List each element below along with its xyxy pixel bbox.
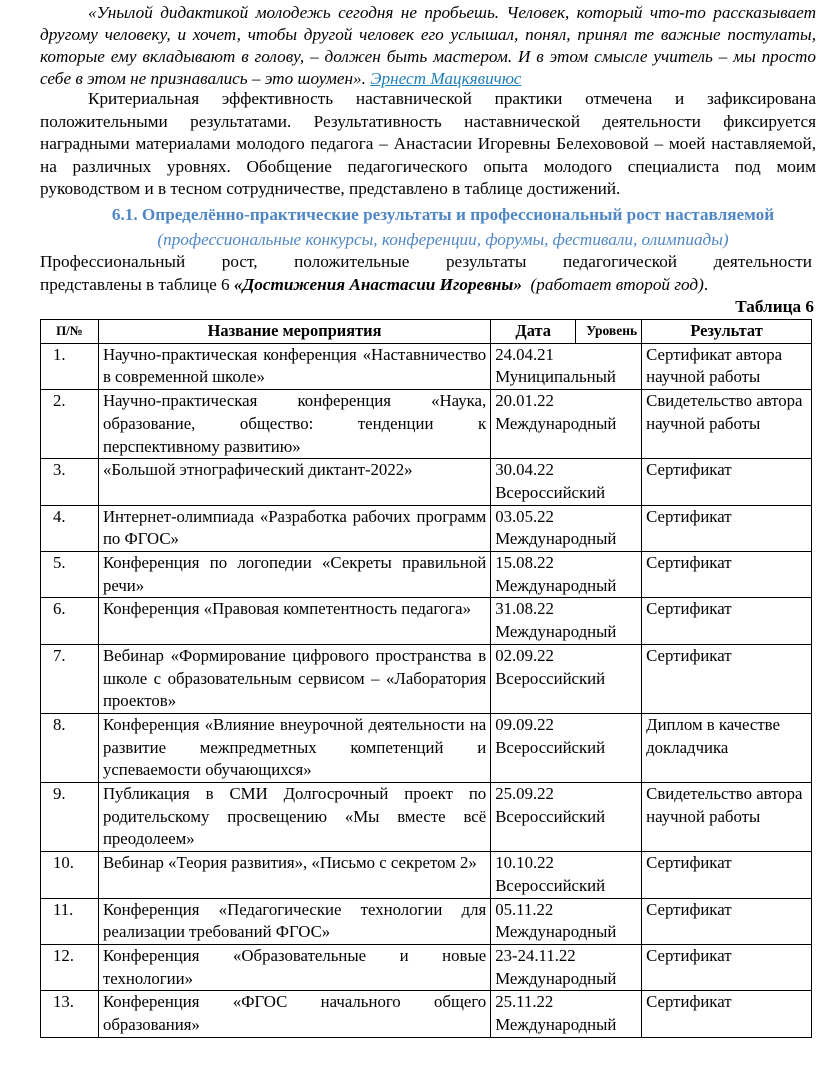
row-date: 10.10.22 [495, 853, 554, 873]
intro-line-2 [40, 274, 816, 296]
row-date: 03.05.22 [495, 506, 554, 526]
intro-word: результаты [445, 252, 527, 271]
row-date-level [491, 598, 642, 644]
row-result: Сертификат [642, 852, 812, 898]
row-date-level [491, 505, 642, 551]
row-event-name: Вебинар «Формирование цифрового пространства в школе с образовательным сервисом – «Лаборатория проектов» [98, 644, 490, 713]
table-row [41, 390, 812, 459]
row-result: Сертификат [642, 552, 812, 598]
row-result: Сертификат [642, 505, 812, 551]
row-date: 30.04.22 [495, 460, 554, 480]
row-result: Свидетельство автора научной работы [642, 783, 812, 852]
row-date-level [491, 783, 642, 852]
row-result: Свидетельство автора научной работы [642, 390, 812, 459]
row-number: 10. [41, 852, 99, 898]
row-date-level [491, 552, 642, 598]
row-result: Сертификат [642, 459, 812, 505]
row-event-name: Научно-практическая конференция «Наставничество в современной школе» [98, 343, 490, 389]
header-date: Дата [491, 320, 576, 344]
row-level: Всероссийский [495, 875, 606, 895]
row-event-name: Научно-практическая конференция «Наука, образование, общество: тенденции к перспективному развитию» [98, 390, 490, 459]
table-row [41, 852, 812, 898]
row-date-level [491, 390, 642, 459]
row-level: Муниципальный [495, 367, 616, 387]
row-level: Всероссийский [495, 482, 606, 502]
row-result: Сертификат [642, 991, 812, 1037]
row-number: 6. [41, 598, 99, 644]
table-row [41, 944, 812, 990]
header-result: Результат [642, 320, 812, 344]
row-date-level [491, 343, 642, 389]
row-level: Всероссийский [495, 668, 606, 688]
row-number: 4. [41, 505, 99, 551]
row-event-name: Конференция «Педагогические технологии для реализации требований ФГОС» [98, 898, 490, 944]
table-label: Таблица 6 [735, 297, 814, 316]
row-date-level [491, 713, 642, 782]
table-row [41, 505, 812, 551]
intro-word: рост, [221, 252, 258, 271]
intro-word: Профессиональный [40, 252, 186, 271]
row-date: 25.09.22 [495, 784, 554, 804]
row-result: Сертификат [642, 644, 812, 713]
row-event-name: «Большой этнографический диктант-2022» [98, 459, 490, 505]
row-number: 2. [41, 390, 99, 459]
intro-word: педагогической [562, 252, 677, 271]
intro-word: положительные [294, 252, 410, 271]
row-result: Сертификат [642, 944, 812, 990]
intro-table-reference: «Достижения Анастасии Игоревны» [233, 275, 522, 294]
table-row [41, 991, 812, 1037]
header-name: Название мероприятия [98, 320, 490, 344]
row-date-level [491, 991, 642, 1037]
intro-prefix: представлены в таблице 6 [40, 275, 230, 294]
epigraph-quote [40, 2, 816, 90]
row-level: Всероссийский [495, 806, 606, 826]
row-level: Международный [495, 575, 617, 595]
row-date: 23-24.11.22 [495, 945, 576, 965]
row-date: 31.08.22 [495, 599, 554, 619]
row-level: Международный [495, 413, 617, 433]
row-number: 13. [41, 991, 99, 1037]
table-row [41, 343, 812, 389]
row-date-level [491, 852, 642, 898]
row-level: Международный [495, 529, 617, 549]
achievements-table [40, 319, 812, 1038]
row-number: 7. [41, 644, 99, 713]
row-event-name: Конференция «Образовательные и новые технологии» [98, 944, 490, 990]
row-result: Сертификат [642, 898, 812, 944]
row-result: Сертификат автора научной работы [642, 343, 812, 389]
row-date-level [491, 644, 642, 713]
quote-author-link[interactable]: Эрнест Мацкявичюс [370, 69, 522, 88]
header-level: Уровень [576, 320, 642, 344]
row-event-name: Конференция по логопедии «Секреты правильной речи» [98, 552, 490, 598]
row-event-name: Конференция «Влияние внеурочной деятельности на развитие межпредметных компетенций и успеваемости обучающихся» [98, 713, 490, 782]
section-title: 6.1. Определённо-практические результаты и профессиональный рост наставляемой [111, 205, 775, 224]
row-result: Диплом в качестве докладчика [642, 713, 812, 782]
row-level: Международный [495, 968, 617, 988]
intro-line-1 [40, 251, 812, 273]
row-event-name: Конференция «ФГОС начального общего образования» [98, 991, 490, 1037]
quote-text: «Унылой дидактикой молодежь сегодня не пробьешь. Человек, который что-то рассказывает другому человеку, и хочет, чтобы другой человек его услышал, понял, принял те важные постулаты, которые ему вкладывают в голову, – должен быть мастером. И в этом смысле учитель – мы просто себе в этом не признавались – это шоумен». [40, 3, 816, 88]
row-number: 1. [41, 343, 99, 389]
row-number: 11. [41, 898, 99, 944]
row-result: Сертификат [642, 598, 812, 644]
row-date: 02.09.22 [495, 645, 554, 665]
row-level: Всероссийский [495, 737, 606, 757]
row-event-name: Вебинар «Теория развития», «Письмо с секретом 2» [98, 852, 490, 898]
row-event-name: Интернет-олимпиада «Разработка рабочих программ по ФГОС» [98, 505, 490, 551]
row-date: 25.11.22 [495, 992, 554, 1012]
row-event-name: Конференция «Правовая компетентность педагога» [98, 598, 490, 644]
row-level: Международный [495, 622, 617, 642]
row-date: 05.11.22 [495, 899, 554, 919]
row-date-level [491, 459, 642, 505]
table-row [41, 598, 812, 644]
row-number: 5. [41, 552, 99, 598]
intro-note: (работает второй год) [530, 275, 704, 294]
table-row [41, 783, 812, 852]
row-date-level [491, 944, 642, 990]
body-paragraph: Критериальная эффективность наставнической практики отмечена и зафиксирована положительными результатами. Результативность наставнической деятельности фиксируется наградными материалами молодого педагога – Анастасии Игоревны Белехововой – моей наставляемой, на различных уровнях. Обобщение педагогического опыта молодого специалиста под моим руководством и в тесном сотрудничестве, представлено в таблице достижений. [40, 89, 816, 199]
row-date: 20.01.22 [495, 391, 554, 411]
row-date: 24.04.21 [495, 344, 554, 364]
row-number: 9. [41, 783, 99, 852]
row-number: 3. [41, 459, 99, 505]
row-number: 12. [41, 944, 99, 990]
table-row [41, 898, 812, 944]
row-event-name: Публикация в СМИ Долгосрочный проект по родительскому просвещению «Мы вместе всё преодолеем» [98, 783, 490, 852]
table-row [41, 459, 812, 505]
section-subtitle: (профессиональные конкурсы, конференции, форумы, фестивали, олимпиады) [157, 230, 729, 249]
row-date: 09.09.22 [495, 714, 554, 734]
table-row [41, 644, 812, 713]
intro-end: . [703, 275, 709, 294]
row-level: Международный [495, 922, 617, 942]
table-header-row [41, 320, 812, 344]
table-body [41, 343, 812, 1037]
intro-word: деятельности [713, 252, 812, 271]
row-level: Международный [495, 1015, 617, 1035]
row-date: 15.08.22 [495, 553, 554, 573]
table-row [41, 713, 812, 782]
header-num: П/№ [41, 320, 99, 344]
row-date-level [491, 898, 642, 944]
row-number: 8. [41, 713, 99, 782]
table-row [41, 552, 812, 598]
